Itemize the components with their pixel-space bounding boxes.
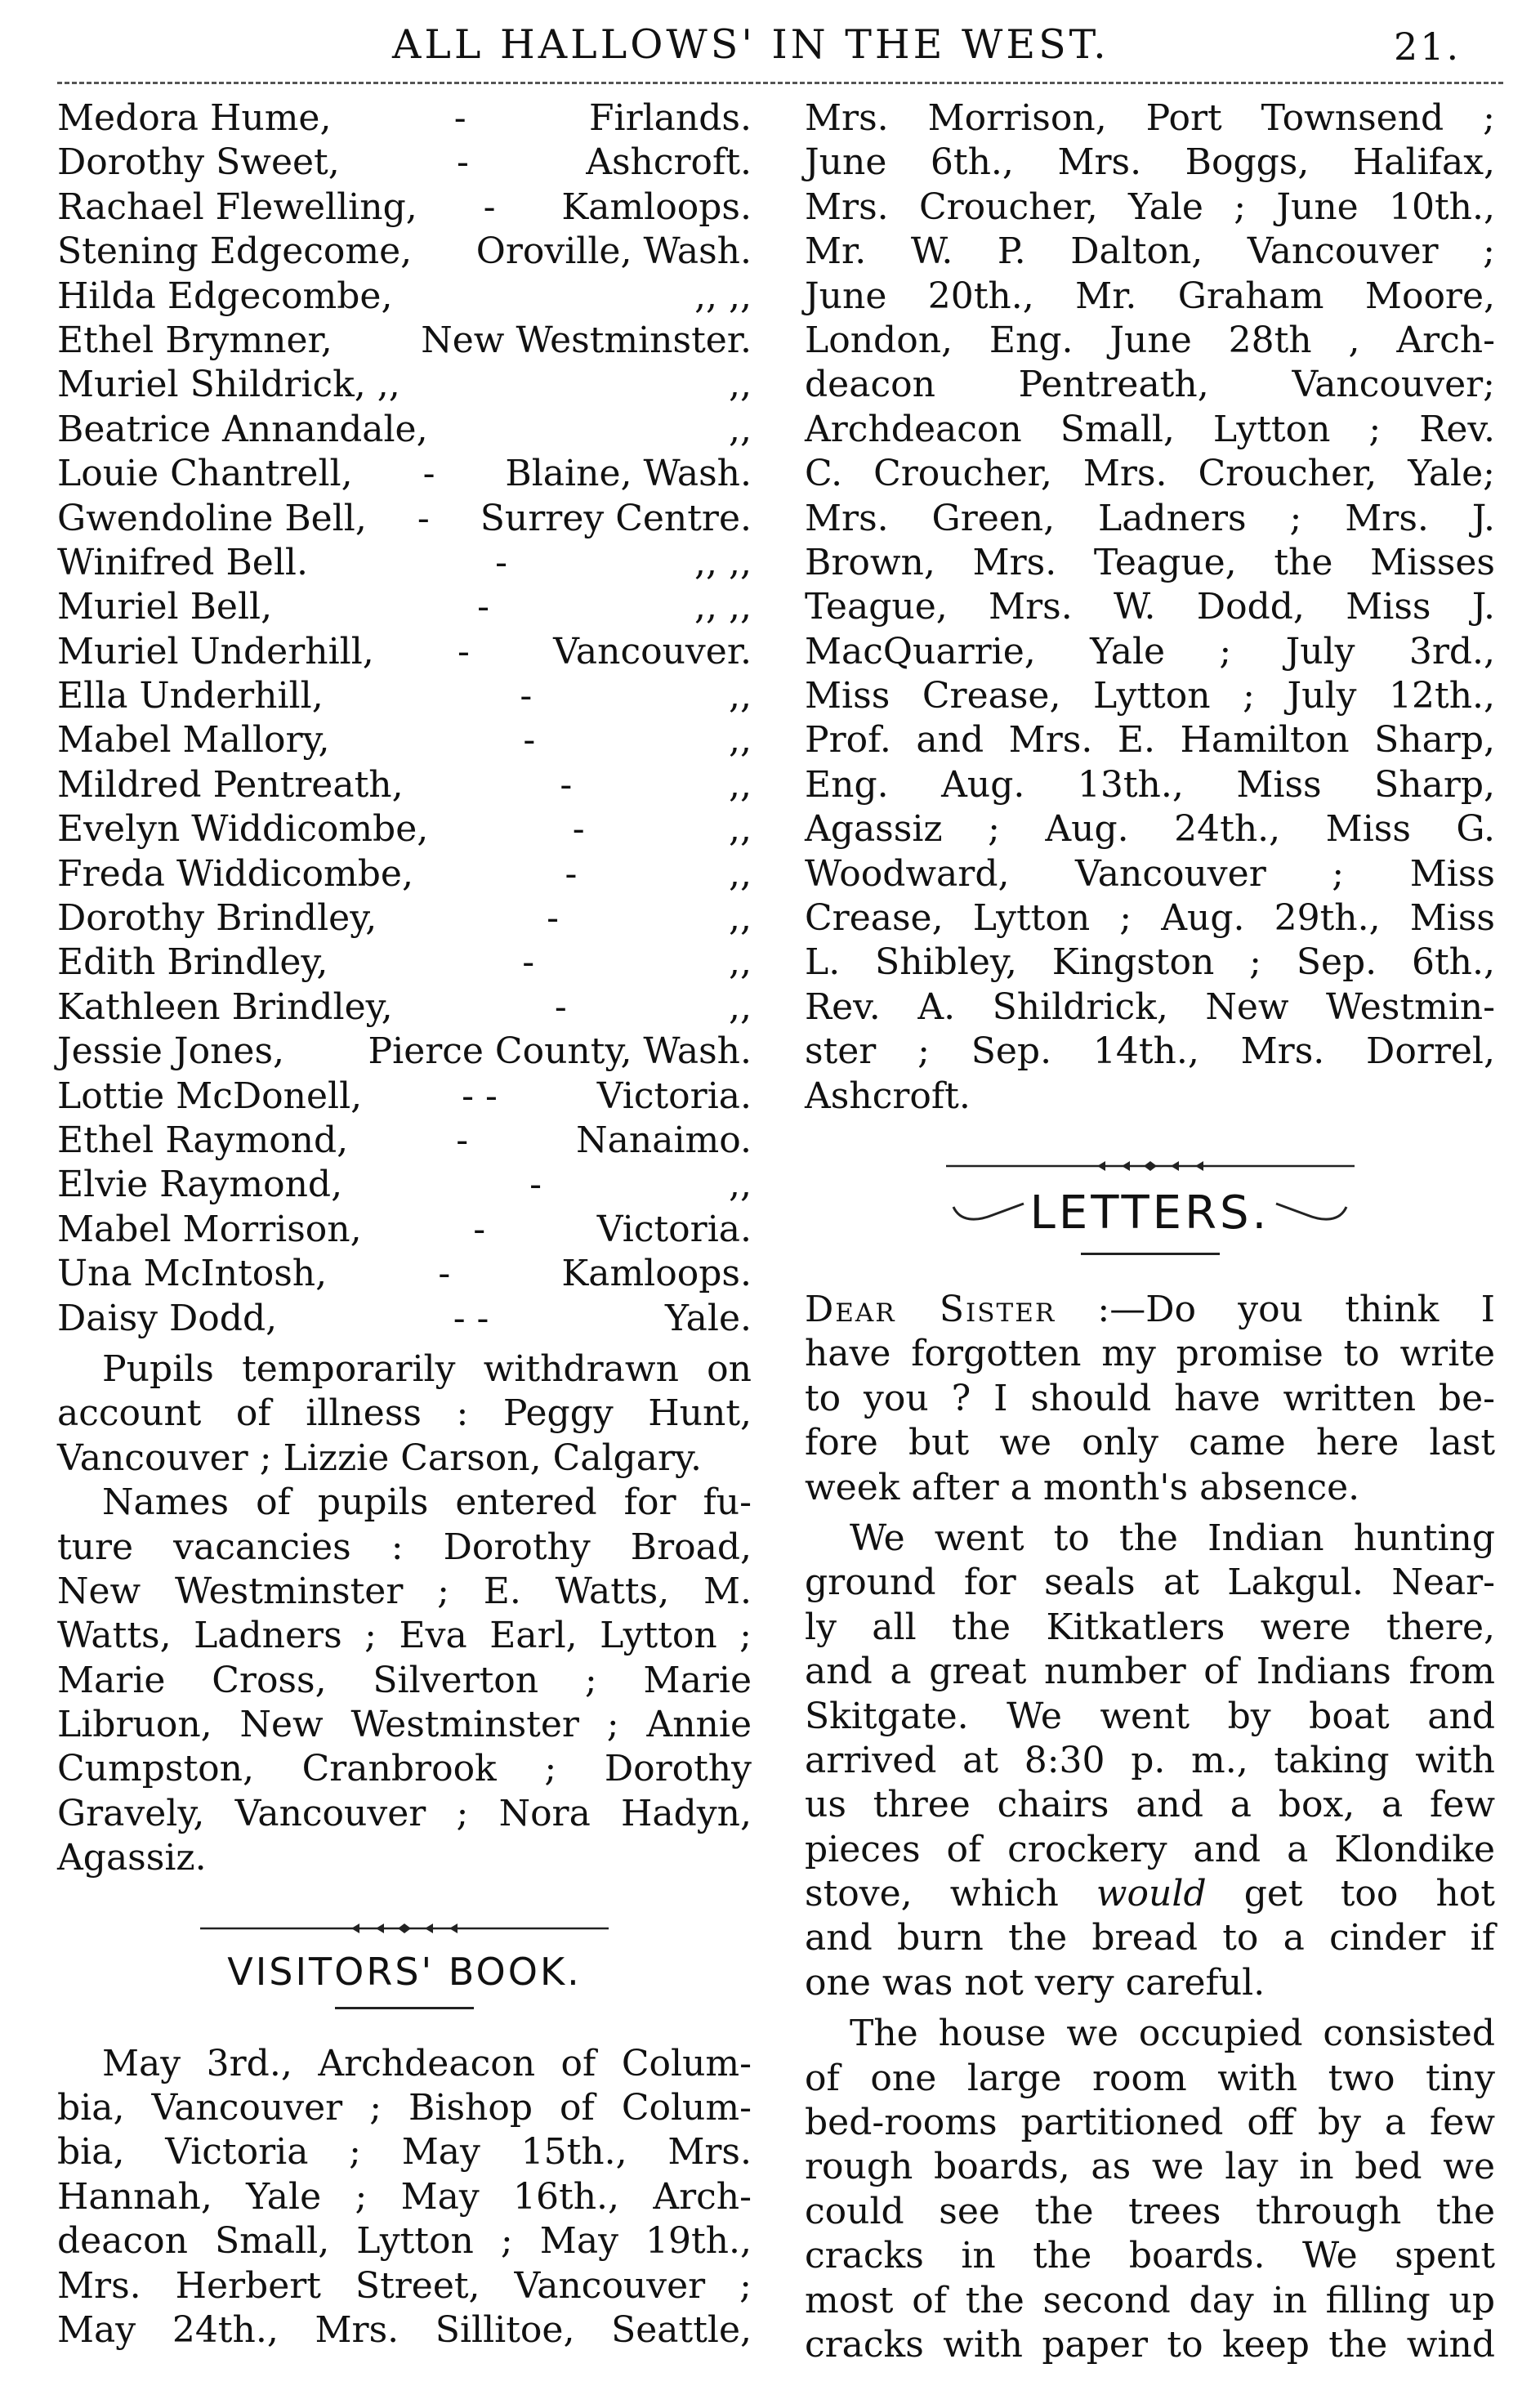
letter-line: Skitgate. We went by boat and [805,1695,1495,1737]
pupil-place: ,, [729,941,752,984]
pupil-dash: - [560,763,573,806]
visitor-line: Archdeacon Small, Lytton ; Rev. [805,408,1495,450]
pupil-entry [57,497,752,541]
pupil-entry [57,541,752,585]
pupil-dash: - - [453,1297,489,1339]
pupil-dash: - [529,1164,542,1206]
visitor-line: Prof. and Mrs. E. Hamilton Sharp, [805,719,1495,762]
emphasis-would: would [1096,1873,1207,1915]
pupil-name: Muriel Shildrick, ,, [57,364,400,406]
pupil-name: Edith Brindley, [57,941,328,984]
letter-line: bed-rooms partitioned off by a few [805,2102,1495,2144]
pupil-place: Kamloops. [561,185,752,228]
salutation: Dear Sister [805,1288,1056,1330]
pupil-entry [57,1252,752,1296]
pupil-name: Elvie Raymond, [57,1164,343,1206]
visitor-line: Rev. A. Shildrick, New Westmin- [805,985,1495,1028]
pupil-entry [57,807,752,851]
ornament-divider [57,1914,752,1943]
letter-line: and a great number of Indians from [805,1651,1495,1693]
future-line: ture vacancies : Dorothy Broad, [57,1526,752,1568]
letter-line: stove, which would get too hot [805,1873,1495,1915]
pupil-place: Victoria. [596,1208,752,1250]
letter-line: ground for seals at Lakgul. Near- [805,1562,1495,1604]
letter-line: ly all the Kitkatlers were there, [805,1606,1495,1648]
visitors-book-entries-continued [805,96,1495,1119]
right-flourish-icon [1274,1197,1348,1230]
right-column [805,96,1495,2367]
pupil-name: Muriel Bell, [57,586,273,628]
letter-paragraph-2 [805,1517,1495,1872]
pupil-entry [57,275,752,319]
pupil-dash: - [554,985,567,1028]
letter-line: cracks in the boards. We spent [805,2235,1495,2277]
letter-line: pieces of crockery and a Klondike [805,1828,1495,1870]
pupil-place: Ashcroft. [586,141,752,184]
pupil-place: Oroville, Wash. [475,230,752,273]
pupil-entry [57,718,752,762]
future-vacancies-paragraph [57,1481,752,1881]
ornament-divider [805,1151,1495,1181]
pupil-place: ,, ,, [694,541,752,583]
letter-line: fore but we only came here last [805,1422,1495,1464]
pupil-dash: - [438,1253,451,1295]
future-line: Gravely, Vancouver ; Nora Hadyn, [57,1792,752,1834]
visitor-line: Ashcroft. [805,1075,971,1117]
visitor-line: June 20th., Mr. Graham Moore, [805,275,1495,317]
future-line: Cumpston, Cranbrook ; Dorothy [57,1748,752,1790]
pupil-entry [57,185,752,230]
pupil-entry [57,1208,752,1252]
pupil-dash: - [453,97,466,139]
pupil-place: ,, [729,1164,752,1206]
pupil-dash: - [477,586,490,628]
pupil-name: Mabel Mallory, [57,719,330,762]
pupil-name: Winifred Bell. [57,541,308,583]
pupil-dash: - [522,941,535,984]
pupil-place: Nanaimo. [576,1119,752,1161]
future-line: Marie Cross, Silverton ; Marie [57,1659,752,1701]
pupil-name: Rachael Flewelling, [57,185,417,228]
pupil-place: Firlands. [588,97,752,139]
visitor-line: Mrs. Croucher, Yale ; June 10th., [805,185,1495,228]
visitor-line: deacon Small, Lytton ; May 19th., [57,2220,752,2263]
letter-line: have forgotten my promise to write [805,1333,1495,1375]
letter-text: :—Do you think I [1056,1288,1495,1330]
visitor-line: Woodward, Vancouver ; Miss [805,852,1495,895]
pupil-dash: - [422,453,435,495]
pupil-entry [57,1297,752,1341]
pupil-dash: - [483,185,496,228]
pupil-entry [57,1163,752,1207]
pupil-entry [57,230,752,274]
pupil-place: ,, [729,985,752,1028]
pupil-name: Medora Hume, [57,97,332,139]
visitor-line: Miss Crease, Lytton ; July 12th., [805,675,1495,717]
letter-paragraph-1 [805,1332,1495,1510]
pupil-entry [57,1119,752,1163]
pupil-place: ,, ,, [694,586,752,628]
page-header [0,11,1540,77]
visitor-line: bia, Victoria ; May 15th., Mrs. [57,2131,752,2174]
pupil-dash: - [572,808,585,851]
pupil-place: Blaine, Wash. [505,453,752,495]
visitor-line: L. Shibley, Kingston ; Sep. 6th., [805,941,1495,984]
pupil-dash: - [495,541,507,583]
page-number: 21. [1394,25,1462,69]
visitor-line: C. Croucher, Mrs. Croucher, Yale; [805,453,1495,495]
left-column [57,96,752,2352]
pupil-entry [57,96,752,141]
pupil-place: Victoria. [596,1075,752,1117]
pupil-entry [57,941,752,985]
future-line: Agassiz. [57,1837,207,1879]
pupil-name: Ethel Brymner, [57,319,333,361]
future-line: Libruon, New Westminster ; Annie [57,1704,752,1746]
pupil-place: ,, [729,719,752,762]
visitor-line: ster ; Sep. 14th., Mrs. Dorrel, [805,1030,1495,1073]
letter-line: week after a month's absence. [805,1466,1360,1508]
letter-line: and burn the bread to a cinder if [805,1917,1495,1959]
letter-line: could see the trees through the [805,2190,1495,2232]
visitor-line: Mr. W. P. Dalton, Vancouver ; [805,230,1495,273]
pupil-name: Evelyn Widdicombe, [57,808,429,851]
pupil-name: Daisy Dodd, [57,1297,278,1339]
visitor-line: Eng. Aug. 13th., Miss Sharp, [805,763,1495,806]
pupil-place: ,, [729,675,752,717]
letters-heading [805,1181,1495,1246]
future-line: Watts, Ladners ; Eva Earl, Lytton ; [57,1615,752,1657]
pupil-name: Freda Widdicombe, [57,852,413,895]
letter-line: rough boards, as we lay in bed we [805,2146,1495,2188]
letter-line: We went to the Indian hunting [850,1517,1495,1559]
pupil-name: Muriel Underhill, [57,630,374,672]
letter-line: of one large room with two tiny [805,2057,1495,2099]
pupil-dash: - [458,630,470,672]
visitor-line: Brown, Mrs. Teague, the Misses [805,541,1495,583]
pupil-entry [57,319,752,363]
pupil-list [57,96,752,1341]
visitor-line: Mrs. Morrison, Port Townsend ; [805,97,1495,139]
header-rule [57,82,1503,84]
letter-paragraph-2-tail [805,1916,1495,2005]
letter-line: The house we occupied consisted [850,2013,1495,2055]
withdrawn-line: Vancouver ; Lizzie Carson, Calgary. [57,1437,702,1479]
pupil-dash: - [473,1208,486,1250]
visitor-line: bia, Vancouver ; Bishop of Colum- [57,2087,752,2129]
pupil-name: Hilda Edgecombe, [57,275,393,317]
pupil-entry [57,585,752,629]
running-title: ALL HALLOWS' IN THE WEST. [392,21,1109,68]
withdrawn-paragraph [57,1347,752,1481]
pupil-entry [57,852,752,896]
pupil-name: Ethel Raymond, [57,1119,349,1161]
visitor-line: Teague, Mrs. W. Dodd, Miss J. [805,586,1495,628]
letter-first-line [805,1288,1495,1332]
pupil-name: Mabel Morrison, [57,1208,362,1250]
pupil-place: New Westminster. [421,319,752,361]
future-line: New Westminster ; E. Watts, M. [57,1570,752,1612]
visitor-line: May 24th., Mrs. Sillitoe, Seattle, [57,2308,752,2351]
pupil-dash: - [457,141,469,184]
letter-line: cracks with paper to keep the wind [805,2323,1495,2366]
visitor-line: Agassiz ; Aug. 24th., Miss G. [805,808,1495,851]
letter-line: one was not very careful. [805,1961,1265,2004]
visitor-line: Crease, Lytton ; Aug. 29th., Miss [805,897,1495,940]
letter-line: arrived at 8:30 p. m., taking with [805,1739,1495,1781]
pupil-place: ,, [729,897,752,940]
letter-line: most of the second day in filling up [805,2279,1495,2321]
letter-paragraph-3 [805,2012,1495,2367]
pupil-place: Yale. [665,1297,752,1339]
visitor-line: June 6th., Mrs. Boggs, Halifax, [805,141,1495,184]
visitor-line: May 3rd., Archdeacon of Colum- [102,2042,752,2084]
visitors-book-heading: VISITORS' BOOK. [227,1949,582,1994]
pupil-place: Pierce County, Wash. [368,1030,752,1073]
pupil-entry [57,1075,752,1119]
pupil-name: Ella Underhill, [57,675,324,717]
visitors-book-entries [57,2042,752,2353]
pupil-name: Jessie Jones, [57,1030,285,1073]
withdrawn-line: Pupils temporarily withdrawn on [102,1347,752,1390]
pupil-name: Dorothy Brindley, [57,897,377,940]
pupil-name: Stening Edgecome, [57,230,413,273]
pupil-name: Mildred Pentreath, [57,763,404,806]
pupil-entry [57,452,752,496]
pupil-entry [57,141,752,185]
pupil-dash: - [456,1119,469,1161]
pupil-entry [57,674,752,718]
pupil-place: ,, [729,364,752,406]
pupil-entry [57,896,752,941]
pupil-entry [57,1030,752,1074]
pupil-place: Surrey Centre. [480,497,752,539]
pupil-dash: - - [462,1075,498,1117]
pupil-name: Una McIntosh, [57,1253,328,1295]
pupil-dash: - [523,719,536,762]
visitor-line: London, Eng. June 28th , Arch- [805,319,1495,361]
pupil-entry [57,363,752,407]
pupil-dash: - [547,897,560,940]
future-line: Names of pupils entered for fu- [102,1481,752,1524]
visitor-line: Hannah, Yale ; May 16th., Arch- [57,2175,752,2218]
visitor-line: deacon Pentreath, Vancouver; [805,364,1495,406]
pupil-place: ,, [729,408,752,450]
pupil-name: Lottie McDonell, [57,1075,363,1117]
pupil-dash: - [520,675,533,717]
pupil-name: Gwendoline Bell, [57,497,367,539]
pupil-name: Louie Chantrell, [57,453,353,495]
pupil-place: ,, [729,763,752,806]
pupil-place: ,, ,, [694,275,752,317]
visitor-line: Mrs. Green, Ladners ; Mrs. J. [805,497,1495,539]
pupil-name: Dorothy Sweet, [57,141,340,184]
pupil-place: Vancouver. [553,630,752,672]
pupil-entry [57,408,752,452]
pupil-name: Beatrice Annandale, [57,408,428,450]
letters-heading-text: LETTERS. [1029,1186,1270,1240]
pupil-dash: - [565,852,578,895]
pupil-entry [57,985,752,1030]
visitor-line: Mrs. Herbert Street, Vancouver ; [57,2264,752,2307]
pupil-place: ,, [729,852,752,895]
letter-line: to you ? I should have written be- [805,1377,1495,1419]
letter-line: us three chairs and a box, a few [805,1784,1495,1826]
pupil-entry [57,630,752,674]
withdrawn-line: account of illness : Peggy Hunt, [57,1392,752,1435]
pupil-dash: - [417,497,430,539]
visitor-line: MacQuarrie, Yale ; July 3rd., [805,630,1495,672]
letter-body [805,1288,1495,2367]
pupil-place: Kamloops. [561,1253,752,1295]
left-flourish-icon [952,1197,1025,1230]
pupil-entry [57,763,752,807]
pupil-name: Kathleen Brindley, [57,985,393,1028]
pupil-place: ,, [729,808,752,851]
